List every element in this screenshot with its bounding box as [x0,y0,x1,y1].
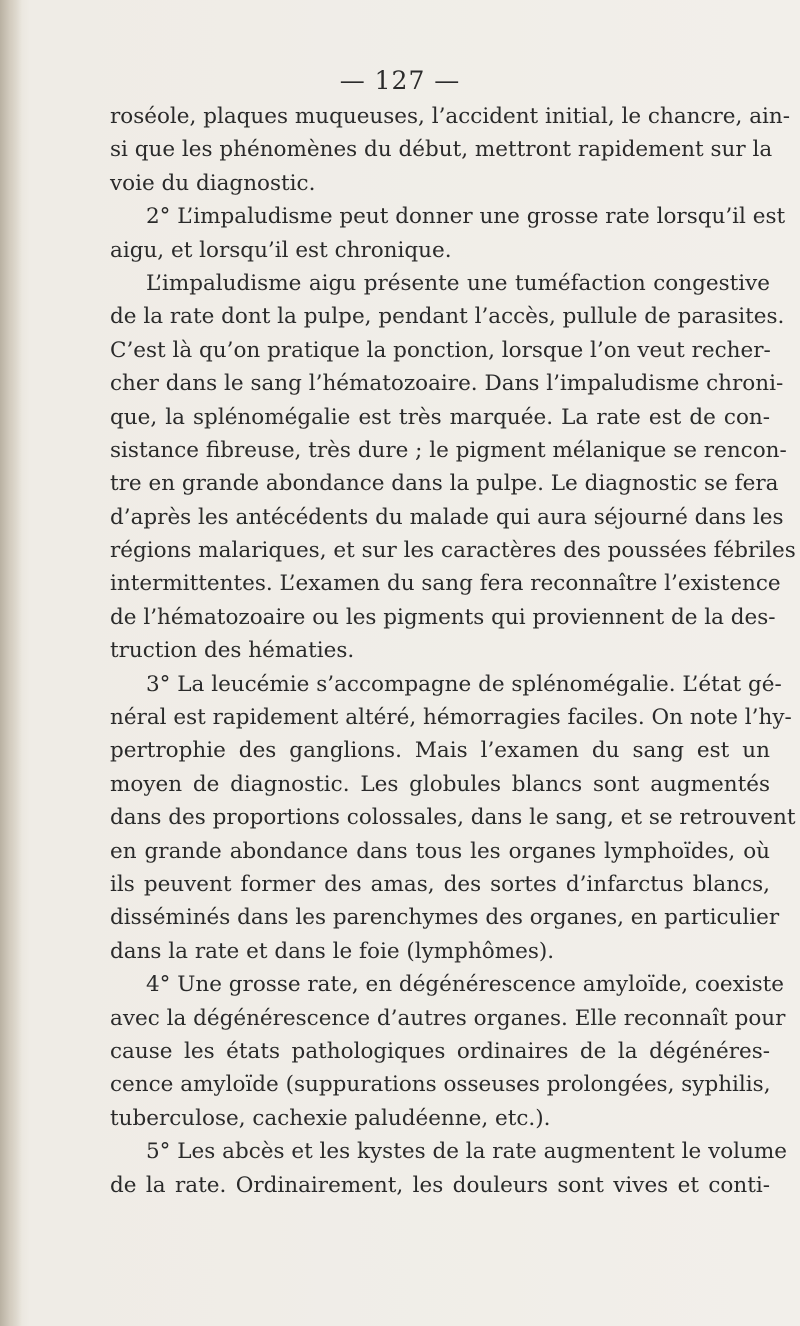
text-line: de la rate. Ordinairement, les douleurs sont vives et conti- [110,1172,770,1198]
text-line: tre en grande abondance dans la pulpe. Le diagnostic se fera [110,471,779,497]
text-line: truction des hématies. [110,638,355,664]
text-line: tuberculose, cachexie paludéenne, etc.). [110,1105,551,1131]
text-line: pertrophie des ganglions. Mais l’examen du sang est un [110,738,770,764]
text-line: intermittentes. L’examen du sang fera reconnaître l’existence [110,571,781,597]
text-line: disséminés dans les parenchymes des organes, en particulier [110,905,780,931]
text-line: 2° L’impaludisme peut donner une grosse rate lorsqu’il est [146,204,786,230]
text-line: ils peuvent former des amas, des sortes d’infarctus blancs, [110,871,770,897]
body-text [110,100,796,1202]
text-line: de la rate dont la pulpe, pendant l’accès, pullule de parasites. [110,304,785,330]
text-line: en grande abondance dans tous les organes lymphoïdes, où [110,838,770,864]
text-line: que, la splénomégalie est très marquée. La rate est de con- [110,404,770,430]
page-binding-shadow [0,0,22,1326]
text-line: néral est rapidement altéré, hémorragies faciles. On note l’hy- [110,705,792,731]
text-line: dans la rate et dans le foie (lymphômes). [110,938,555,964]
text-line: 4° Une grosse rate, en dégénérescence amyloïde, coexiste [146,972,785,998]
text-line: 5° Les abcès et les kystes de la rate augmentent le volume [146,1139,788,1165]
text-line: de l’hématozoaire ou les pigments qui proviennent de la des- [110,604,776,630]
text-line: sistance fibreuse, très dure ; le pigment mélanique se rencon- [110,437,787,463]
text-line: si que les phénomènes du début, mettront rapidement sur la [110,137,773,163]
text-line: 3° La leucémie s’accompagne de splénomégalie. L’état gé- [146,671,782,697]
text-line: régions malariques, et sur les caractères des poussées fébriles [110,538,796,564]
text-line: dans des proportions colossales, dans le sang, et se retrouvent [110,805,796,831]
page-number: — 127 — [339,66,461,95]
text-line: aigu, et lorsqu’il est chronique. [110,237,452,263]
text-line: C’est là qu’on pratique la ponction, lorsque l’on veut recher- [110,337,771,363]
text-line: voie du diagnostic. [110,170,316,196]
text-line: avec la dégénérescence d’autres organes. Elle reconnaît pour [110,1005,786,1031]
text-line: moyen de diagnostic. Les globules blancs sont augmentés [110,771,770,797]
text-line: cence amyloïde (suppurations osseuses prolongées, syphilis, [110,1072,771,1098]
text-line: cause les états pathologiques ordinaires de la dégénéres- [110,1038,770,1064]
text-line: d’après les antécédents du malade qui aura séjourné dans les [110,504,784,530]
text-line: roséole, plaques muqueuses, l’accident initial, le chancre, ain- [110,104,791,129]
text-line: L’impaludisme aigu présente une tuméfaction congestive [146,270,770,296]
text-line: cher dans le sang l’hématozoaire. Dans l’impaludisme chroni- [110,371,784,397]
